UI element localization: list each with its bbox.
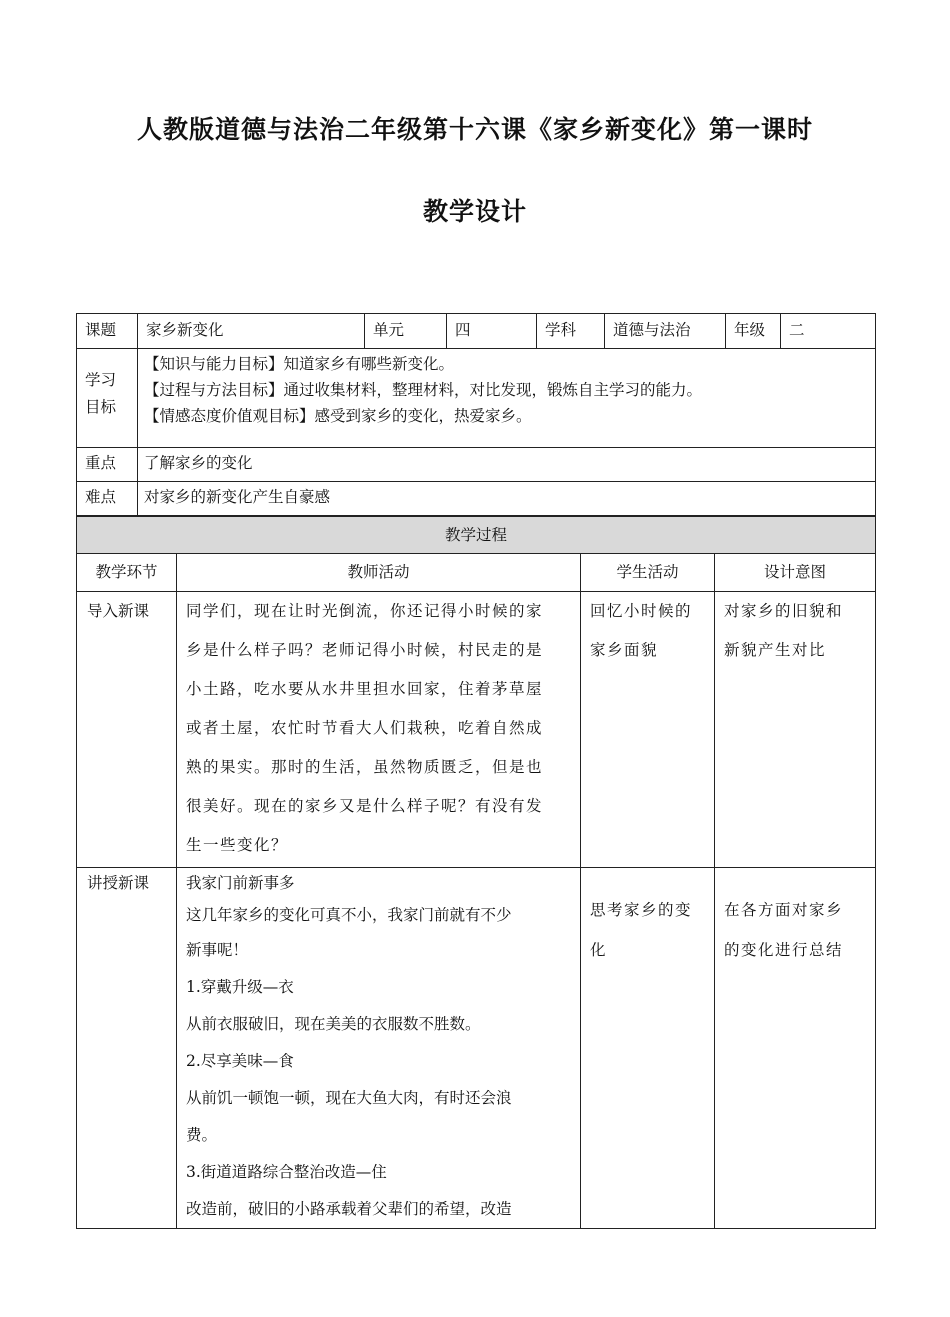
design-intent-cell — [715, 868, 876, 1229]
text-line: 家乡面貌 — [590, 641, 659, 659]
text-line: 生一些变化？ — [186, 836, 289, 854]
text-line: 新貌产生对比 — [724, 641, 827, 659]
goals-content — [138, 349, 876, 448]
text-line: 这几年家乡的变化可真不小，我家门前就有不少 — [186, 906, 512, 924]
text-line: 新事呢！ — [186, 941, 249, 959]
text-line: 乡是什么样子吗？老师记得小时候，村民走的是 — [186, 641, 544, 659]
text-line: 在各方面对家乡 — [724, 901, 844, 919]
text-line: 费。 — [186, 1126, 218, 1144]
topic-value: 家乡新变化 — [138, 314, 365, 349]
column-header-student: 学生活动 — [581, 554, 715, 592]
goals-label-line1: 学习 — [85, 371, 117, 389]
subject-label: 学科 — [537, 314, 605, 349]
text-line: 小土路，吃水要从水井里担水回家，住着茅草屋 — [186, 680, 544, 698]
difficult-point-label: 难点 — [77, 482, 138, 516]
text-line: 熟的果实。那时的生活，虽然物质匮乏，但是也 — [186, 758, 544, 776]
goal-item: 【情感态度价值观目标】感受到家乡的变化，热爱家乡。 — [144, 407, 532, 425]
text-line: 回忆小时候的 — [590, 602, 693, 620]
subject-value: 道德与法治 — [605, 314, 726, 349]
text-line: 很美好。现在的家乡又是什么样子呢？有没有发 — [186, 797, 544, 815]
text-line: 化 — [590, 941, 608, 959]
key-point-label: 重点 — [77, 448, 138, 482]
text-line: 的变化进行总结 — [724, 941, 844, 959]
text-line: 改造前，破旧的小路承载着父辈们的希望，改造 — [186, 1200, 512, 1218]
goal-item: 【知识与能力目标】知道家乡有哪些新变化。 — [144, 355, 455, 373]
goals-label — [77, 349, 138, 448]
teaching-process-table — [76, 516, 876, 1229]
table-row — [77, 592, 876, 868]
text-line: 思考家乡的变 — [590, 901, 693, 919]
difficult-point-value: 对家乡的新变化产生自豪感 — [138, 482, 876, 516]
goal-item: 【过程与方法目标】通过收集材料，整理材料，对比发现，锻炼自主学习的能力。 — [144, 381, 703, 399]
topic-label: 课题 — [77, 314, 138, 349]
column-header-intent: 设计意图 — [715, 554, 876, 592]
grade-label: 年级 — [726, 314, 781, 349]
design-intent-cell — [715, 592, 876, 868]
text-line: 同学们，现在让时光倒流，你还记得小时候的家 — [186, 602, 544, 620]
goals-label-line2: 目标 — [85, 398, 117, 416]
document-title: 人教版道德与法治二年级第十六课《家乡新变化》第一课时 — [136, 115, 813, 144]
text-line: 从前饥一顿饱一顿，现在大鱼大肉，有时还会浪 — [186, 1089, 512, 1107]
process-header: 教学过程 — [77, 517, 876, 554]
column-header-teacher: 教师活动 — [177, 554, 581, 592]
document-subtitle: 教学设计 — [422, 197, 527, 226]
unit-label: 单元 — [365, 314, 447, 349]
stage-cell: 导入新课 — [77, 592, 177, 868]
student-activity-cell — [581, 592, 715, 868]
grade-value: 二 — [781, 314, 876, 349]
unit-value: 四 — [447, 314, 537, 349]
text-line: 2.尽享美味—食 — [186, 1052, 294, 1070]
text-line: 从前衣服破旧，现在美美的衣服数不胜数。 — [186, 1015, 481, 1033]
column-header-stage: 教学环节 — [77, 554, 177, 592]
key-point-value: 了解家乡的变化 — [138, 448, 876, 482]
stage-cell: 讲授新课 — [77, 868, 177, 1229]
text-line: 1.穿戴升级—衣 — [186, 978, 294, 996]
text-line: 或者土屋，农忙时节看大人们栽秧，吃着自然成 — [186, 719, 544, 737]
text-line: 我家门前新事多 — [186, 874, 295, 892]
text-line: 对家乡的旧貌和 — [724, 602, 844, 620]
student-activity-cell — [581, 868, 715, 1229]
table-row — [77, 868, 876, 1229]
lesson-info-table — [76, 313, 876, 516]
teacher-activity-cell — [177, 592, 581, 868]
text-line: 3.街道道路综合整治改造—住 — [186, 1163, 387, 1181]
teacher-activity-cell — [177, 868, 581, 1229]
